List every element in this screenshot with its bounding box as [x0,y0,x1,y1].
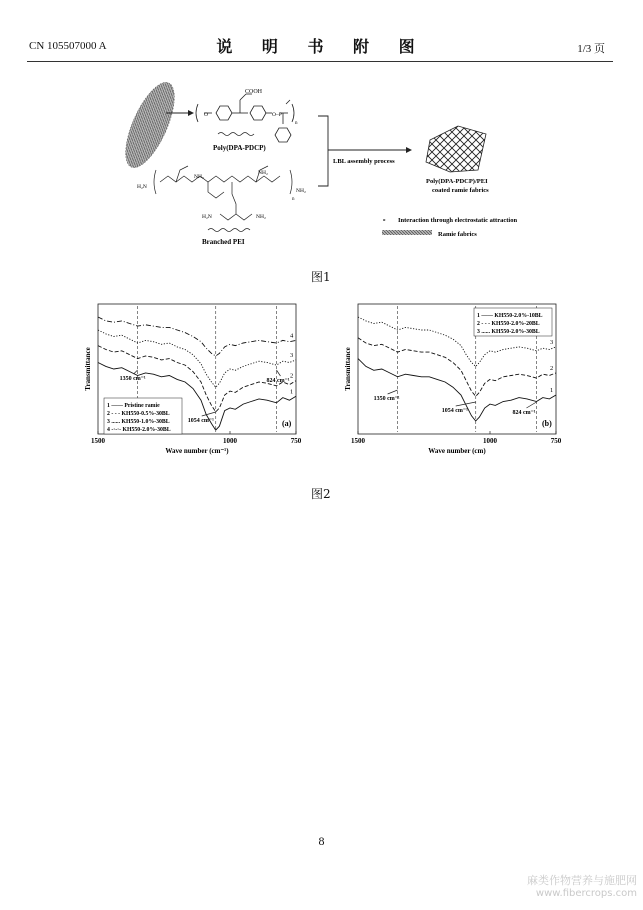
legend-entry: 1 —— Pristine ramie [107,403,160,409]
combine-bracket [318,116,328,186]
annotation-arrow [388,390,398,394]
arrow-head-1 [188,110,194,116]
panel-label: (a) [282,419,292,428]
pei-n-subscript: n [292,197,295,202]
process-label: LBL assembly process [333,158,395,165]
series-end-label: 4 [290,332,294,340]
x-axis-label: Wave number (cm⁻¹) [165,447,229,455]
polymer-n-subscript: n [295,121,298,126]
annotation-label: 1350 cm⁻¹ [373,396,400,402]
patent-number: CN 105507000 A [29,40,107,52]
watermark-line-2: www.fibercrops.com [535,888,637,899]
branched-pei-structure [154,166,292,220]
legend-entry: 3 ...... KH550-1.0%-30BL [107,419,170,425]
annotation-label: 1054 cm⁻¹ [441,408,468,414]
ftir-chart-b [328,296,568,468]
legend-entry: 1 —— KH550-2.0%-10BL [477,313,543,319]
figure-1-caption: 图1 [311,270,331,284]
x-tick-label: 750 [550,437,562,445]
legend-interaction-marker: ∘ [382,216,387,224]
annotation-label: 1350 cm⁻¹ [119,376,146,382]
pei-amine-4: NH₂ [296,188,306,194]
process-arrow-head [406,147,412,153]
coated-fabric-mesh [426,126,486,172]
polymer-wave-symbol [218,133,254,136]
annotation-label: 1054 cm⁻¹ [187,418,214,424]
product-label-line1: Poly(DPA-PDCP)/PEI [426,178,488,185]
series-line [358,338,556,397]
panel-label: (b) [542,419,552,428]
watermark [527,874,637,900]
y-axis-label: Transmittance [84,347,92,391]
annotation-arrow [526,402,536,408]
polymer-o-right: O–P [272,112,282,118]
y-axis-label: Transmittance [344,347,352,391]
series-end-label: 1 [550,387,554,394]
ftir-chart-a [68,296,308,468]
annotation-arrow [202,412,216,416]
pei-amine-2: NH₂ [194,174,204,180]
legend-interaction-text: Interaction through electrostatic attraction [398,217,518,224]
series-end-label: 2 [550,364,554,372]
page-indicator: 1/3 页 [577,43,605,55]
x-tick-label: 1000 [223,437,237,445]
figure-1-schematic [0,0,643,300]
legend-entry: 4 -·-·- KH550-2.0%-30BL [107,427,171,433]
polymer-o-left: O [204,112,208,118]
watermark-line-1: 麻类作物营养与施肥网 [527,874,637,887]
ramie-fabric-image [116,76,184,174]
legend-ramie-text: Ramie fabrics [438,231,477,238]
series-end-label: 1 [290,388,294,396]
annotation-arrow [276,370,280,376]
series-end-label: 2 [290,372,294,380]
annotation-arrow [134,370,138,374]
page-title: 说 明 书 附 图 [216,37,427,56]
series-end-label: 3 [290,351,294,359]
pei-amine-6: NH₂ [256,214,266,220]
x-tick-label: 1000 [483,437,497,445]
polymer-label: Poly(DPA-PDCP) [213,144,266,152]
figure-2-caption: 图2 [311,487,331,501]
cooh-label: COOH [245,89,263,95]
legend-ramie-swatch [382,230,432,235]
annotation-label: 824 cm⁻¹ [266,378,290,384]
x-axis-label: Wave number (cm) [428,447,486,455]
pei-amine-3: NH₂ [258,170,268,176]
x-tick-label: 1500 [351,437,365,445]
legend-entry: 2 - - - KH550-0.5%-30BL [107,411,170,417]
legend-entry: 3 ...... KH550-2.0%-30BL [477,329,540,335]
x-tick-label: 1500 [91,437,105,445]
poly-dpa-pdcp-structure [196,94,294,142]
annotation-label: 824 cm⁻¹ [512,410,536,416]
x-tick-label: 750 [290,437,302,445]
pei-wave-symbol [208,229,250,232]
series-end-label: 3 [550,338,554,346]
page-number: 8 [318,834,325,848]
legend-entry: 2 - - - KH550-2.0%-20BL [477,321,540,327]
series-line [98,317,296,356]
pei-amine-1: H₂N [137,184,147,190]
pei-label: Branched PEI [202,238,245,246]
product-label-line2: coated ramie fabrics [432,187,489,194]
pei-amine-5: H₂N [202,214,212,220]
